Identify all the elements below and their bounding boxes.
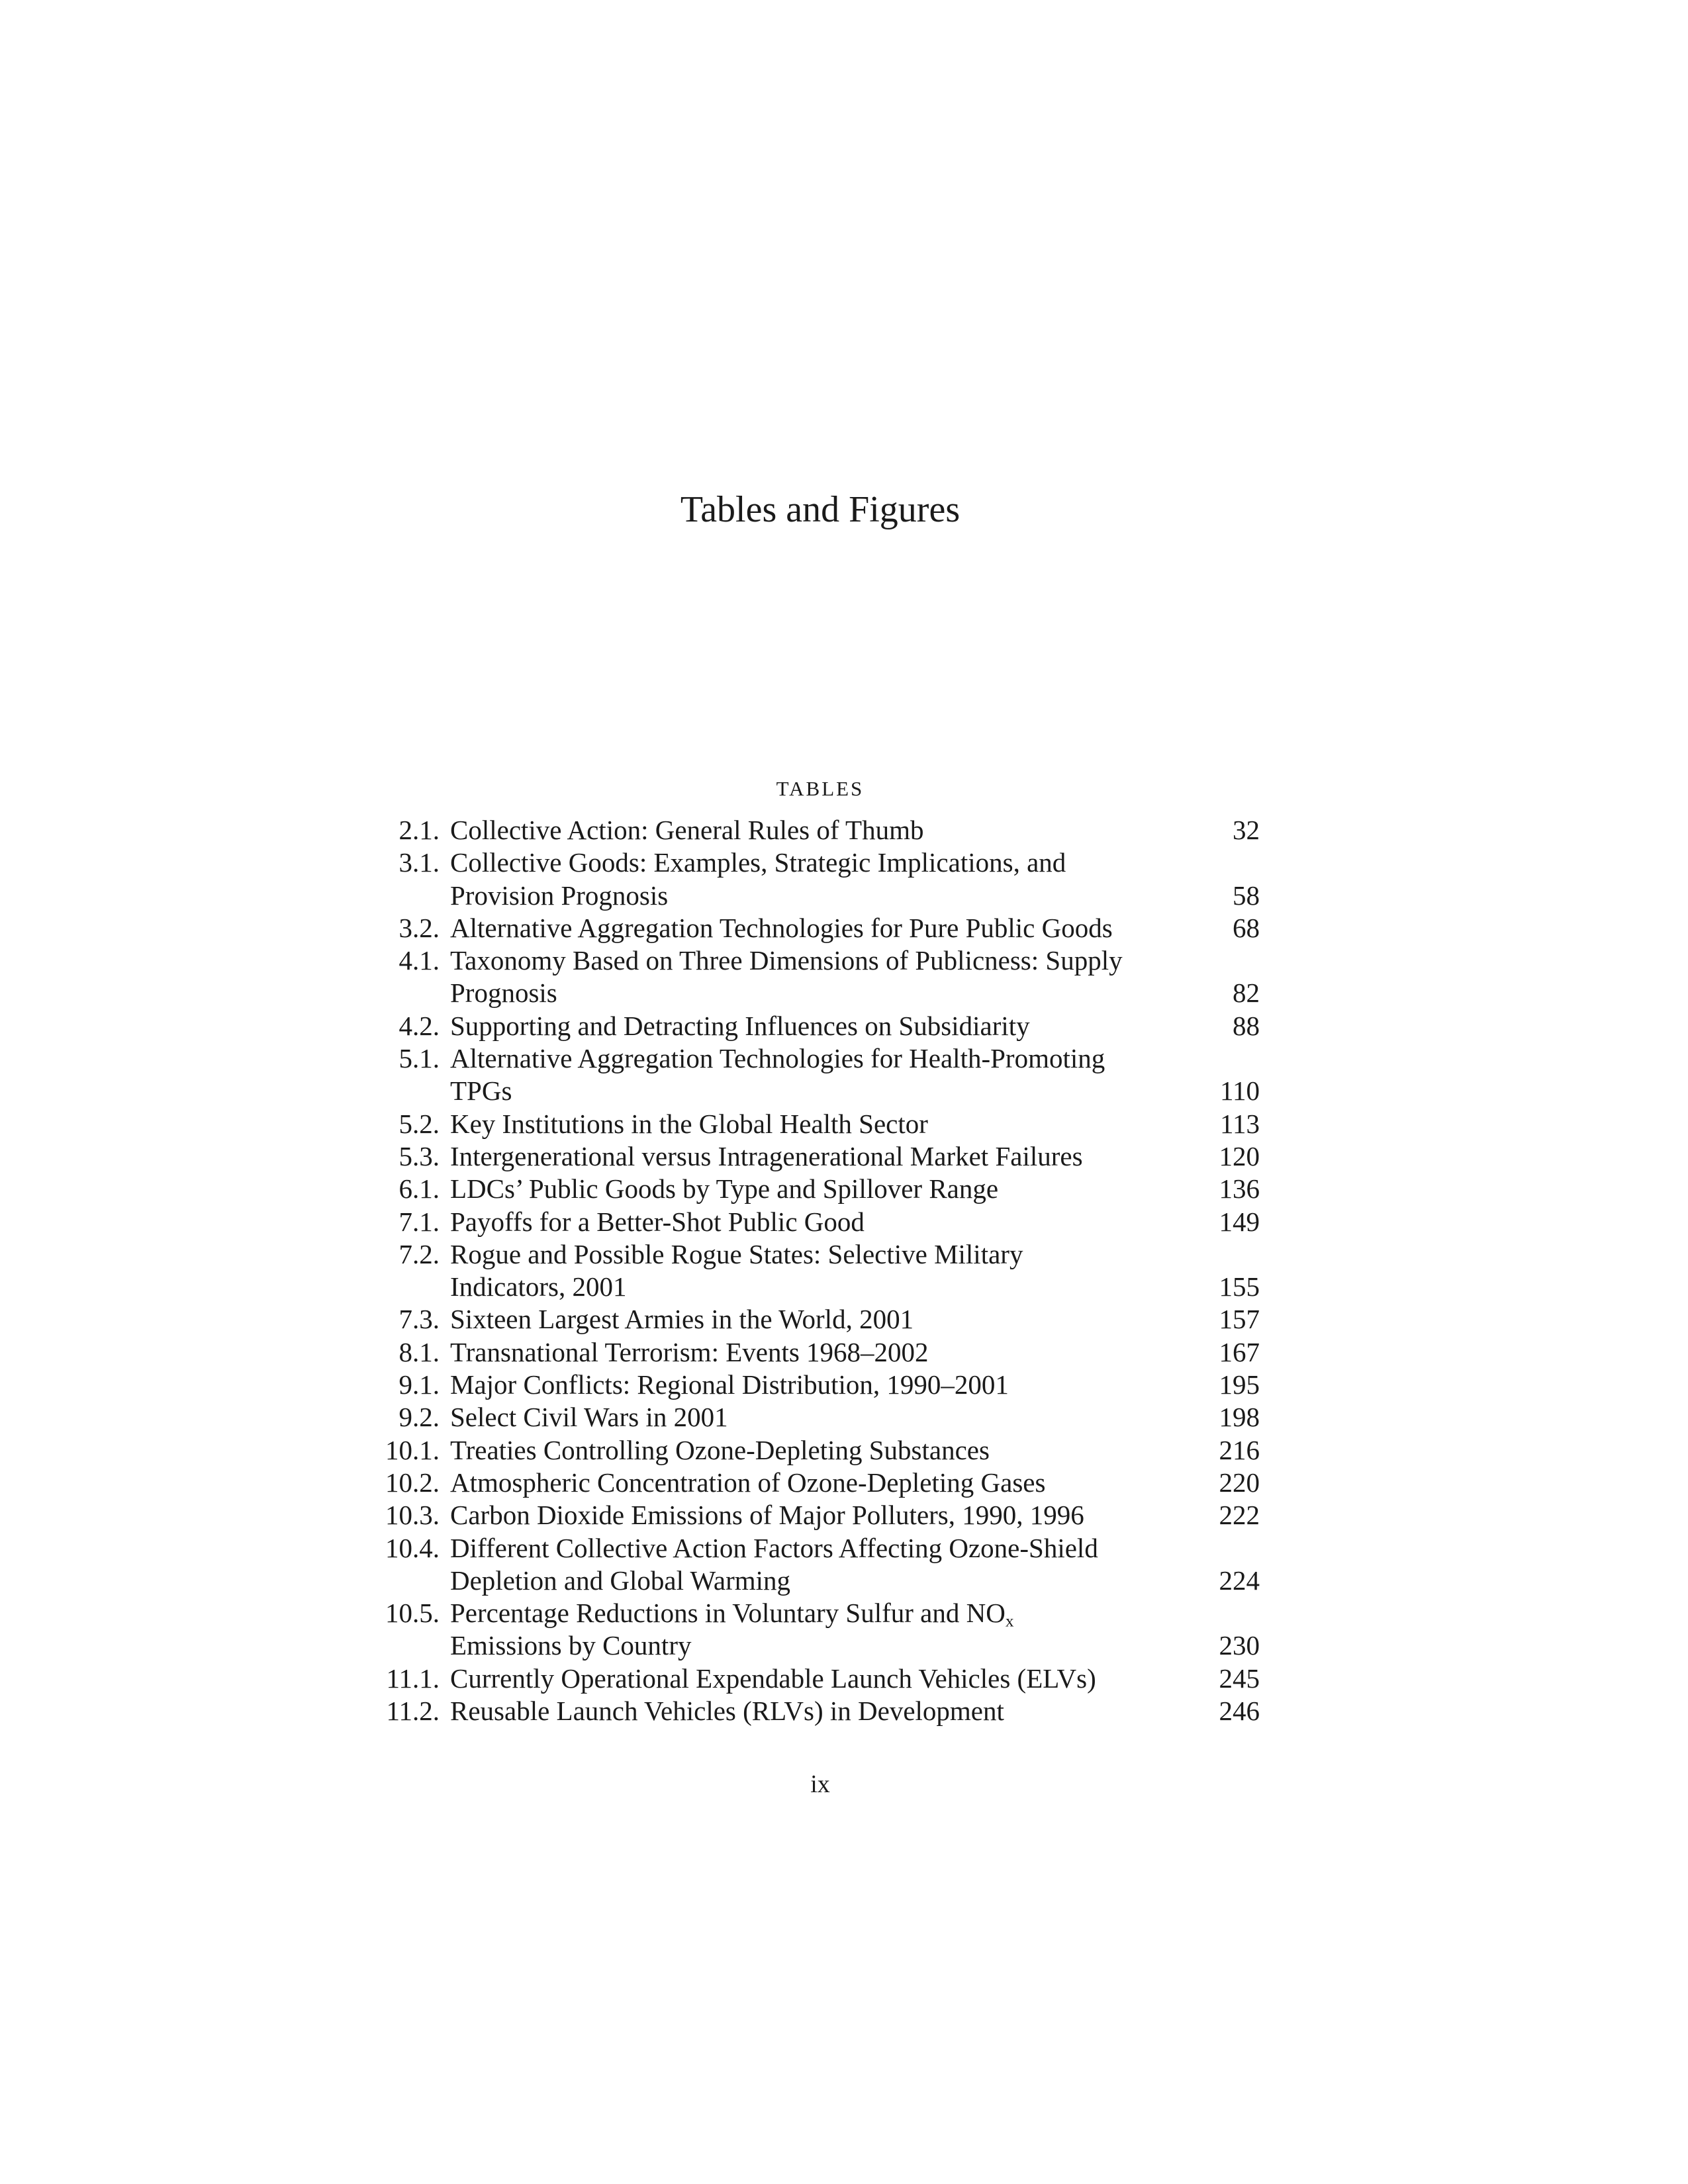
table-title: Payoffs for a Better-Shot Public Good xyxy=(450,1206,865,1237)
table-number: 6.1. xyxy=(399,1173,440,1205)
toc-entry-10-1[interactable] xyxy=(371,1434,1260,1467)
table-number: 7.2. xyxy=(399,1238,440,1269)
table-number: 10.2. xyxy=(385,1467,440,1498)
toc-entry-7-3[interactable] xyxy=(371,1303,1260,1336)
table-page: 220 xyxy=(1219,1467,1260,1498)
table-number: 10.1. xyxy=(385,1434,440,1465)
toc-entry-10-4[interactable] xyxy=(371,1532,1260,1598)
table-page: 230 xyxy=(1219,1630,1260,1661)
table-title: Different Collective Action Factors Affecting Ozone-Shield Depletion and Global Warming xyxy=(450,1532,1098,1596)
table-page: 113 xyxy=(1220,1108,1260,1139)
table-title: LDCs’ Public Goods by Type and Spillover Range xyxy=(450,1173,999,1205)
toc-entry-4-1[interactable] xyxy=(371,944,1260,1010)
table-title: Atmospheric Concentration of Ozone-Depleting Gases xyxy=(450,1467,1046,1498)
table-number: 4.2. xyxy=(399,1010,440,1041)
table-number: 3.2. xyxy=(399,912,440,943)
table-number: 7.1. xyxy=(399,1206,440,1237)
table-page: 58 xyxy=(1233,880,1260,911)
table-title: Treaties Controlling Ozone-Depleting Substances xyxy=(450,1434,990,1465)
toc-entry-8-1[interactable] xyxy=(371,1336,1260,1369)
table-number: 9.2. xyxy=(399,1402,440,1433)
page-title: Tables and Figures xyxy=(680,489,961,530)
table-title: Rogue and Possible Rogue States: Selective Military Indicators, 2001 xyxy=(450,1238,1023,1302)
toc-entry-3-1[interactable] xyxy=(371,846,1260,912)
table-page: 222 xyxy=(1219,1500,1260,1531)
table-page: 68 xyxy=(1233,912,1260,943)
table-page: 32 xyxy=(1233,815,1260,845)
table-page: 155 xyxy=(1219,1271,1260,1302)
toc-entry-4-2[interactable] xyxy=(371,1010,1260,1042)
table-page: 224 xyxy=(1219,1565,1260,1596)
toc-entry-3-2[interactable] xyxy=(371,912,1260,944)
table-title: Carbon Dioxide Emissions of Major Polluters, 1990, 1996 xyxy=(450,1500,1084,1531)
table-number: 5.3. xyxy=(399,1140,440,1171)
toc-entry-9-2[interactable] xyxy=(371,1401,1260,1433)
section-heading-tables: TABLES xyxy=(776,777,865,800)
toc-entry-7-1[interactable] xyxy=(371,1206,1260,1238)
table-page: 195 xyxy=(1219,1369,1260,1400)
table-title: Percentage Reductions in Voluntary Sulfur and $NO_x$ Emissions by Country xyxy=(450,1598,1014,1661)
toc-entry-6-1[interactable] xyxy=(371,1173,1260,1205)
table-title: Select Civil Wars in 2001 xyxy=(450,1402,728,1433)
toc-entry-10-3[interactable] xyxy=(371,1499,1260,1531)
table-title: Collective Goods: Examples, Strategic Implications, and Provision Prognosis xyxy=(450,847,1066,911)
toc-entry-2-1[interactable] xyxy=(371,814,1260,846)
table-page: 216 xyxy=(1219,1434,1260,1465)
toc-entry-9-1[interactable] xyxy=(371,1369,1260,1401)
table-number: 10.5. xyxy=(385,1598,440,1629)
table-title: Reusable Launch Vehicles (RLVs) in Development xyxy=(450,1696,1004,1727)
table-title: Alternative Aggregation Technologies for Pure Public Goods xyxy=(450,912,1113,943)
table-title: Sixteen Largest Armies in the World, 2001 xyxy=(450,1304,914,1335)
table-page: 136 xyxy=(1219,1173,1260,1205)
table-title: Alternative Aggregation Technologies for Health-Promoting TPGs xyxy=(450,1043,1105,1107)
subscript-x: x xyxy=(1005,1612,1014,1631)
table-title: Supporting and Detracting Influences on Subsidiarity xyxy=(450,1010,1030,1041)
table-number: 5.1. xyxy=(399,1043,440,1074)
table-page: 246 xyxy=(1219,1696,1260,1727)
table-page: 88 xyxy=(1233,1010,1260,1041)
table-number: 10.4. xyxy=(385,1532,440,1563)
table-number: 7.3. xyxy=(399,1304,440,1335)
table-number: 8.1. xyxy=(399,1336,440,1367)
table-page: 245 xyxy=(1219,1662,1260,1694)
table-page: 82 xyxy=(1233,978,1260,1009)
table-title: Collective Action: General Rules of Thumb xyxy=(450,815,924,845)
table-number: 9.1. xyxy=(399,1369,440,1400)
table-number: 2.1. xyxy=(399,815,440,845)
toc-entry-10-5[interactable] xyxy=(371,1597,1260,1662)
table-number: 5.2. xyxy=(399,1108,440,1139)
table-page: 110 xyxy=(1220,1075,1260,1107)
table-page: 120 xyxy=(1219,1140,1260,1171)
toc-entry-5-3[interactable] xyxy=(371,1140,1260,1173)
table-page: 149 xyxy=(1219,1206,1260,1237)
table-number: 3.1. xyxy=(399,847,440,878)
toc-entry-11-2[interactable] xyxy=(371,1695,1260,1727)
toc-entry-5-1[interactable] xyxy=(371,1042,1260,1108)
table-page: 167 xyxy=(1219,1336,1260,1367)
toc-entry-11-1[interactable] xyxy=(371,1662,1260,1695)
table-title: Key Institutions in the Global Health Sector xyxy=(450,1108,928,1139)
table-title: Taxonomy Based on Three Dimensions of Publicness: Supply Prognosis xyxy=(450,945,1123,1009)
table-number: 10.3. xyxy=(385,1500,440,1531)
toc-entry-10-2[interactable] xyxy=(371,1467,1260,1499)
table-number: 11.2. xyxy=(386,1696,440,1727)
table-title: Intergenerational versus Intragenerational Market Failures xyxy=(450,1140,1083,1171)
page-number: ix xyxy=(810,1770,830,1798)
table-page: 157 xyxy=(1219,1304,1260,1335)
table-number: 11.1. xyxy=(386,1662,440,1694)
table-page: 198 xyxy=(1219,1402,1260,1433)
table-title: Major Conflicts: Regional Distribution, 1990–2001 xyxy=(450,1369,1009,1400)
table-title: Transnational Terrorism: Events 1968–2002 xyxy=(450,1336,929,1367)
table-number: 4.1. xyxy=(399,945,440,976)
toc-entry-7-2[interactable] xyxy=(371,1238,1260,1304)
table-title: Currently Operational Expendable Launch Vehicles (ELVs) xyxy=(450,1662,1096,1694)
tables-list xyxy=(371,814,1260,1727)
toc-entry-5-2[interactable] xyxy=(371,1108,1260,1140)
